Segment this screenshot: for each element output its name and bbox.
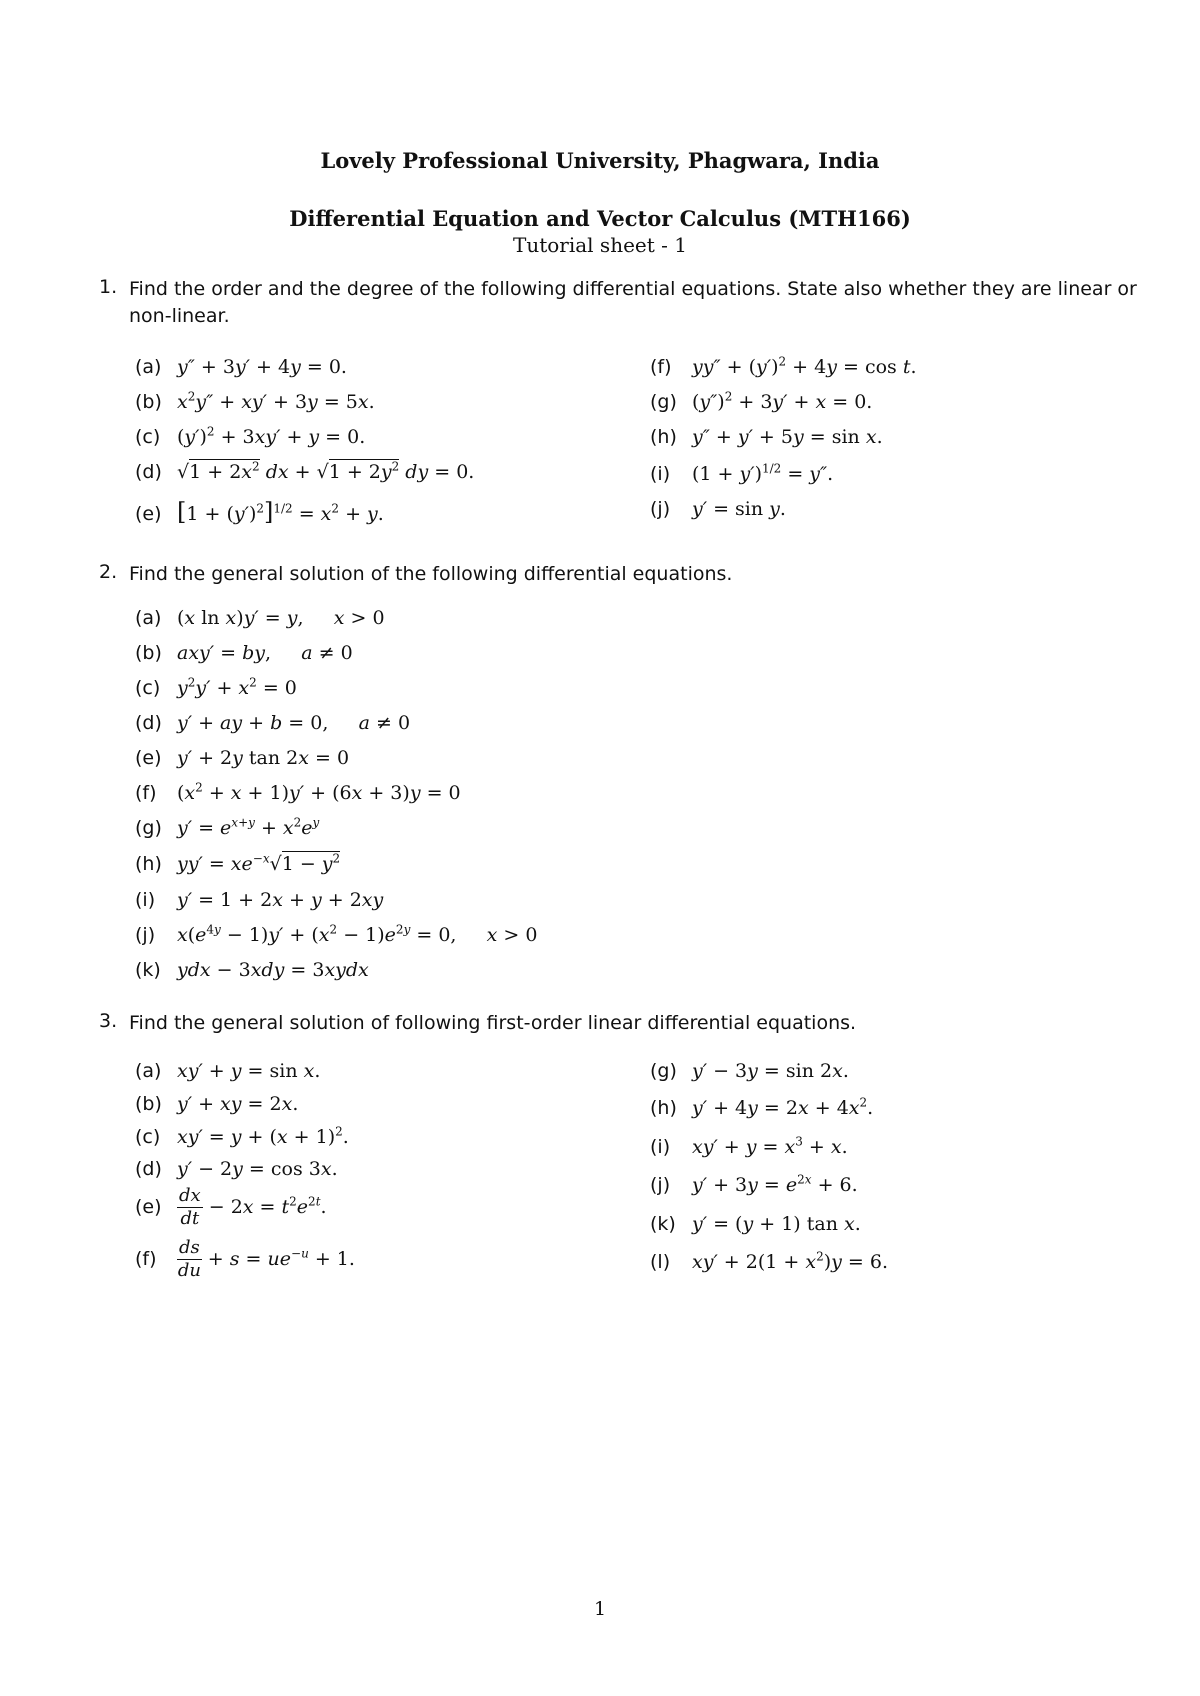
q3-item-e: (e) $\frac{dx}{dt}$ − $2x = t^2e^{2t}$. [135, 1185, 327, 1229]
q1-item-c: (c) $(y')^2 + 3xy' + y = 0$. [135, 424, 366, 448]
q3-item-k: (k) y′ = (y + 1) tan x. [650, 1213, 861, 1235]
university-title: Lovely Professional University, Phagwara, India [320, 148, 880, 173]
q2-item-j: (j) $x(e^{4y} - 1)y' + (x^2 - 1)e^{2y} = 0$, x > 0 [135, 922, 538, 946]
question-2-text: Find the general solution of the following differential equations. [129, 563, 733, 585]
q2-item-e: (e) y′ + 2y tan 2x = 0 [135, 747, 350, 769]
q3-item-l: (l) $xy' + 2(1 + x^2)y = 6$. [650, 1249, 889, 1273]
q3-item-g: (g) y′ − 3y = sin 2x. [650, 1060, 849, 1082]
question-3-number: 3. [99, 1010, 118, 1032]
q3-item-c: (c) $xy' = y + (x + 1)^2$. [135, 1124, 349, 1148]
q2-item-a: (a) (x ln x)y′ = y, x > 0 [135, 607, 385, 629]
q1-item-j: (j) y′ = sin y. [650, 498, 786, 520]
question-1-text: Find the order and the degree of the following differential equations. State also whether they are linear or non-linear. [129, 278, 1137, 327]
q2-item-i: (i) y′ = 1 + 2x + y + 2xy [135, 889, 384, 911]
sheet-title: Tutorial sheet - 1 [513, 233, 687, 257]
q1-item-f: (f) $yy'' + (y')^2 + 4y = \cos t$. [650, 354, 917, 378]
q1-item-b: (b) $x^2y'' + xy' + 3y = 5x$. [135, 389, 375, 413]
q1-item-d: (d) $√1 + 2x^2$ dx + $√1 + 2y^2$ dy = 0. [135, 459, 475, 483]
q1-item-g: (g) $(y'')^2 + 3y' + x = 0$. [650, 389, 873, 413]
question-1-number: 1. [99, 276, 118, 298]
q2-item-f: (f) $(x^2 + x + 1)y' + (6x + 3)y = 0$ [135, 780, 461, 804]
q1-item-a: (a) y″ + 3y′ + 4y = 0. [135, 356, 347, 378]
q1-item-e: (e) $[1 + (y')^2]^{1/2} = x^2 + y$. [135, 498, 384, 526]
q1-item-i: (i) $(1 + y')^{1/2} = y''$. [650, 461, 834, 485]
q3-item-d: (d) y′ − 2y = cos 3x. [135, 1158, 338, 1180]
question-3-text: Find the general solution of following first-order linear differential equations. [129, 1012, 857, 1034]
q3-item-f: (f) $\frac{ds}{du}$ + $s = ue^{-u} + 1$. [135, 1237, 355, 1281]
q2-item-k: (k) ydx − 3xdy = 3xydx [135, 959, 369, 981]
q2-item-g: (g) $y' = e^{x+y} + x^2e^y$ [135, 815, 320, 839]
course-title: Differential Equation and Vector Calculus (MTH166) [289, 206, 911, 231]
page-number: 1 [593, 1598, 607, 1620]
q3-item-h: (h) $y' + 4y = 2x + 4x^2$. [650, 1095, 874, 1119]
q3-item-j: (j) $y' + 3y = e^{2x} + 6$. [650, 1172, 858, 1196]
question-2-number: 2. [99, 561, 118, 583]
q2-item-b: (b) axy′ = by, a ≠ 0 [135, 642, 353, 664]
q2-item-c: (c) $y^2y' + x^2 = 0$ [135, 675, 297, 699]
q1-item-h: (h) y″ + y′ + 5y = sin x. [650, 426, 883, 448]
q2-item-d: (d) y′ + ay + b = 0, a ≠ 0 [135, 712, 411, 734]
q3-item-b: (b) y′ + xy = 2x. [135, 1093, 299, 1115]
q3-item-a: (a) xy′ + y = sin x. [135, 1060, 321, 1082]
q2-item-h: (h) $yy' = xe^{-x}√1 - y^2$ [135, 851, 341, 875]
q3-item-i: (i) $xy' + y = x^3 + x$. [650, 1134, 848, 1158]
